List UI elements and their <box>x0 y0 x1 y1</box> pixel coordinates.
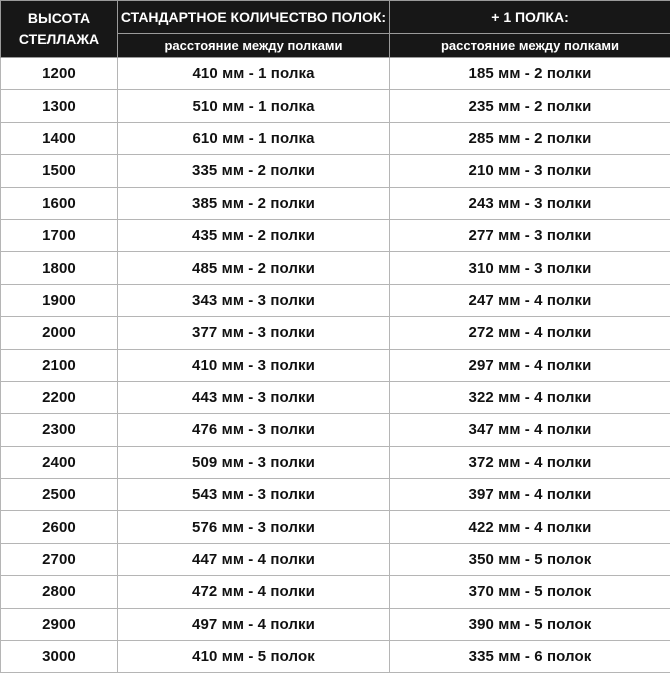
cell-plus-one-spacing: 210 мм - 3 полки <box>390 155 670 187</box>
cell-plus-one-spacing: 350 мм - 5 полок <box>390 543 670 575</box>
cell-rack-height: 2600 <box>1 511 118 543</box>
cell-standard-spacing: 410 мм - 3 полки <box>118 349 390 381</box>
cell-rack-height: 2400 <box>1 446 118 478</box>
cell-rack-height: 2800 <box>1 576 118 608</box>
cell-rack-height: 1600 <box>1 187 118 219</box>
cell-standard-spacing: 335 мм - 2 полки <box>118 155 390 187</box>
cell-plus-one-spacing: 272 мм - 4 полки <box>390 317 670 349</box>
table-body <box>1 58 670 673</box>
cell-rack-height: 1200 <box>1 58 118 90</box>
table-row <box>1 284 670 316</box>
header-rack-height <box>1 1 118 58</box>
cell-standard-spacing: 385 мм - 2 полки <box>118 187 390 219</box>
table-row <box>1 543 670 575</box>
table-row <box>1 446 670 478</box>
cell-plus-one-spacing: 235 мм - 2 полки <box>390 90 670 122</box>
cell-plus-one-spacing: 322 мм - 4 полки <box>390 381 670 413</box>
cell-plus-one-spacing: 285 мм - 2 полки <box>390 122 670 154</box>
cell-standard-spacing: 509 мм - 3 полки <box>118 446 390 478</box>
table-header <box>1 1 670 58</box>
cell-plus-one-spacing: 277 мм - 3 полки <box>390 219 670 251</box>
cell-standard-spacing: 510 мм - 1 полка <box>118 90 390 122</box>
table-row <box>1 511 670 543</box>
cell-rack-height: 2700 <box>1 543 118 575</box>
table-row <box>1 187 670 219</box>
cell-plus-one-spacing: 397 мм - 4 полки <box>390 479 670 511</box>
cell-plus-one-spacing: 297 мм - 4 полки <box>390 349 670 381</box>
cell-plus-one-spacing: 390 мм - 5 полок <box>390 608 670 640</box>
cell-standard-spacing: 476 мм - 3 полки <box>118 414 390 446</box>
header-rack-height-line2: СТЕЛЛАЖА <box>1 29 117 50</box>
cell-standard-spacing: 610 мм - 1 полка <box>118 122 390 154</box>
cell-rack-height: 1400 <box>1 122 118 154</box>
table-row <box>1 641 670 673</box>
cell-rack-height: 1700 <box>1 219 118 251</box>
header-standard-shelves: СТАНДАРТНОЕ КОЛИЧЕСТВО ПОЛОК: <box>118 1 390 34</box>
cell-plus-one-spacing: 372 мм - 4 полки <box>390 446 670 478</box>
cell-standard-spacing: 377 мм - 3 полки <box>118 317 390 349</box>
cell-plus-one-spacing: 335 мм - 6 полок <box>390 641 670 673</box>
cell-plus-one-spacing: 185 мм - 2 полки <box>390 58 670 90</box>
cell-rack-height: 2900 <box>1 608 118 640</box>
cell-plus-one-spacing: 347 мм - 4 полки <box>390 414 670 446</box>
cell-rack-height: 2000 <box>1 317 118 349</box>
cell-standard-spacing: 410 мм - 5 полок <box>118 641 390 673</box>
cell-standard-spacing: 410 мм - 1 полка <box>118 58 390 90</box>
header-standard-subtitle: расстояние между полками <box>118 34 390 58</box>
header-plus-one-shelf: + 1 ПОЛКА: <box>390 1 670 34</box>
cell-plus-one-spacing: 243 мм - 3 полки <box>390 187 670 219</box>
cell-rack-height: 2100 <box>1 349 118 381</box>
table-row <box>1 252 670 284</box>
header-row <box>1 1 670 34</box>
cell-rack-height: 2300 <box>1 414 118 446</box>
cell-plus-one-spacing: 310 мм - 3 полки <box>390 252 670 284</box>
table-row <box>1 414 670 446</box>
table-row <box>1 219 670 251</box>
header-plus-one-subtitle: расстояние между полками <box>390 34 670 58</box>
table-row <box>1 58 670 90</box>
cell-plus-one-spacing: 247 мм - 4 полки <box>390 284 670 316</box>
cell-rack-height: 2500 <box>1 479 118 511</box>
cell-rack-height: 1500 <box>1 155 118 187</box>
cell-standard-spacing: 497 мм - 4 полки <box>118 608 390 640</box>
table-row <box>1 317 670 349</box>
cell-standard-spacing: 576 мм - 3 полки <box>118 511 390 543</box>
cell-standard-spacing: 472 мм - 4 полки <box>118 576 390 608</box>
cell-standard-spacing: 447 мм - 4 полки <box>118 543 390 575</box>
cell-plus-one-spacing: 370 мм - 5 полок <box>390 576 670 608</box>
cell-rack-height: 2200 <box>1 381 118 413</box>
table-row <box>1 608 670 640</box>
cell-rack-height: 3000 <box>1 641 118 673</box>
cell-standard-spacing: 543 мм - 3 полки <box>118 479 390 511</box>
cell-standard-spacing: 343 мм - 3 полки <box>118 284 390 316</box>
cell-rack-height: 1900 <box>1 284 118 316</box>
cell-plus-one-spacing: 422 мм - 4 полки <box>390 511 670 543</box>
header-rack-height-line1: ВЫСОТА <box>1 8 117 29</box>
cell-rack-height: 1800 <box>1 252 118 284</box>
cell-standard-spacing: 443 мм - 3 полки <box>118 381 390 413</box>
table-row <box>1 155 670 187</box>
table-row <box>1 122 670 154</box>
table-row <box>1 90 670 122</box>
cell-rack-height: 1300 <box>1 90 118 122</box>
table-row <box>1 576 670 608</box>
table-row <box>1 349 670 381</box>
table-row <box>1 381 670 413</box>
cell-standard-spacing: 435 мм - 2 полки <box>118 219 390 251</box>
table-row <box>1 479 670 511</box>
cell-standard-spacing: 485 мм - 2 полки <box>118 252 390 284</box>
